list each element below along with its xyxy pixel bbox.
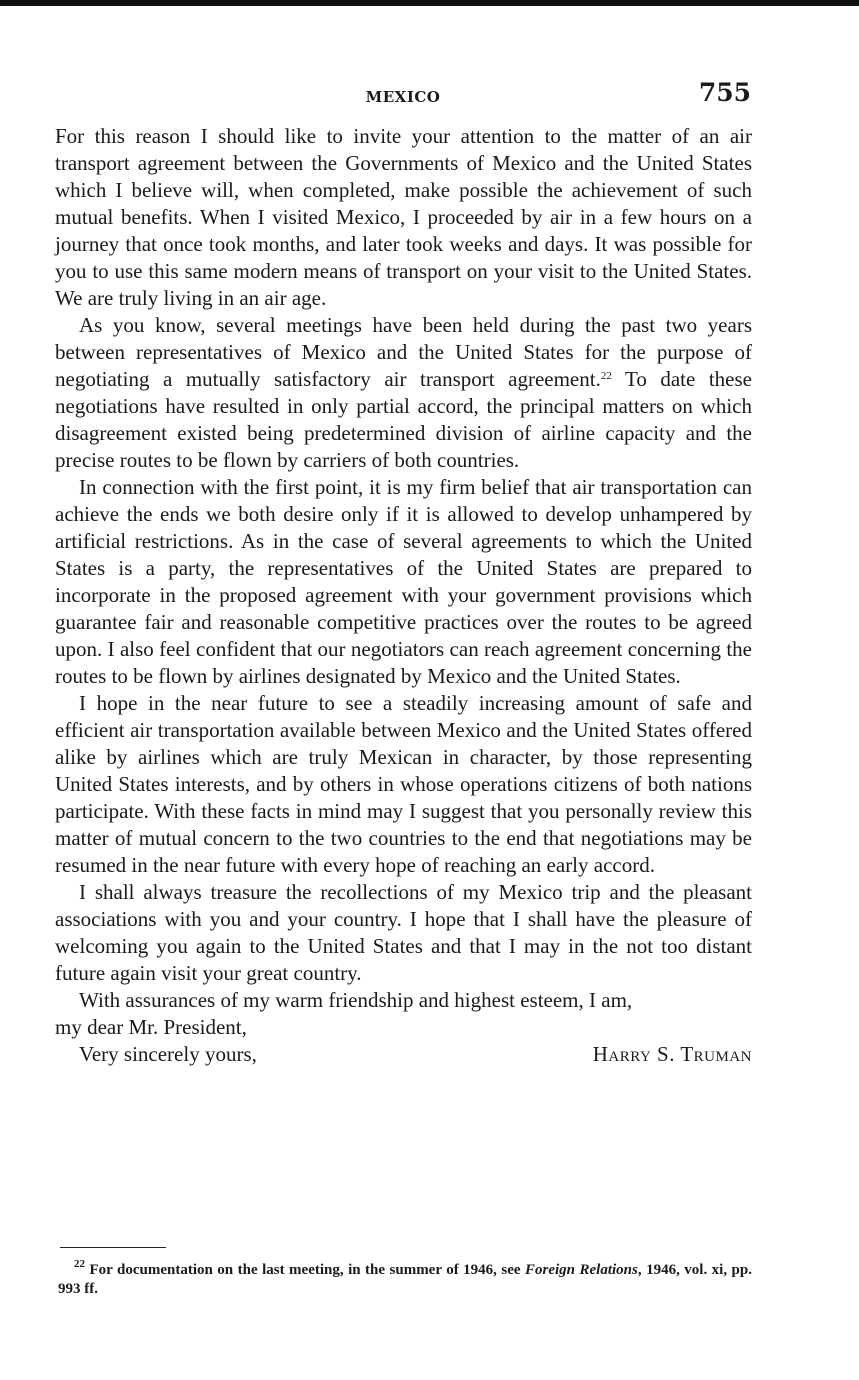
footnote-text-a: For documentation on the last meeting, in the summer of 1946, see [85, 1262, 526, 1278]
page-top-border [0, 0, 859, 6]
running-title: MEXICO [365, 88, 441, 106]
footnote-cited-title: Foreign Relations [525, 1262, 638, 1278]
paragraph-2-text-b: To date these negotiations have resulted in only partial accord, the principal matters on which disagreement existed being predetermined division of airline capacity and the precise routes to be flown by carriers of both countries. [55, 367, 752, 472]
footnote-text-b: , 1946, vol. xi, pp. 993 ff. [58, 1262, 752, 1297]
footnote-22 [58, 1258, 752, 1299]
running-head [55, 78, 751, 114]
paragraph-6: With assurances of my warm friendship and highest esteem, I am, [79, 988, 633, 1012]
footnote-number: 22 [74, 1258, 85, 1270]
paragraph-4: I hope in the near future to see a steadily increasing amount of safe and efficient air transportation available between Mexico and the United States offered alike by airlines which are truly Mexican in character, by those representing United States interests, and by others in whose operations citizens of both nations participate. With these facts in mind may I suggest that you personally review this matter of mutual concern to the two countries to the end that negotiations may be resumed in the near future with every hope of reaching an early accord. [55, 691, 752, 877]
footnote-divider [60, 1247, 166, 1248]
page-number: 755 [698, 78, 751, 107]
signature-name: Harry S. Truman [592, 1042, 752, 1066]
footnote-reference: 22 [600, 370, 612, 382]
paragraph-5: I shall always treasure the recollections of my Mexico trip and the pleasant associations with you and your country. I hope that I shall have the pleasure of welcoming you again to the United States and that I may in the not too distant future again visit your great country. [55, 880, 752, 985]
paragraph-3: In connection with the first point, it is my firm belief that air transportation can achieve the ends we both desire only if it is allowed to develop unhampered by artificial restrictions. As in the case of several agreements to which the United States is a party, the representatives of the United States are prepared to incorporate in the proposed agreement with your government provisions which guarantee fair and reasonable competitive practices over the routes to be agreed upon. I also feel confident that our negotiators can reach agreement concerning the routes to be flown by airlines designated by Mexico and the United States. [55, 475, 752, 688]
paragraph-1: For this reason I should like to invite your attention to the matter of an air transport agreement between the Governments of Mexico and the United States which I believe will, when completed, make possible the achievement of such mutual benefits. When I visited Mexico, I proceeded by air in a few hours on a journey that once took months, and later took weeks and days. It was possible for you to use this same modern means of transport on your visit to the United States. We are truly living in an air age. [55, 124, 752, 310]
complimentary-close: Very sincerely yours, [79, 1042, 257, 1066]
signature-row [55, 1041, 752, 1068]
letter-body [55, 123, 752, 1068]
salutation-line: my dear Mr. President, [55, 1015, 247, 1039]
paragraph-2-text-a: As you know, several meetings have been held during the past two years between representatives of Mexico and the United States for the purpose of negotiating a mutually satisfactory air transport agreement. [55, 313, 752, 391]
paragraph-2 [55, 312, 752, 474]
